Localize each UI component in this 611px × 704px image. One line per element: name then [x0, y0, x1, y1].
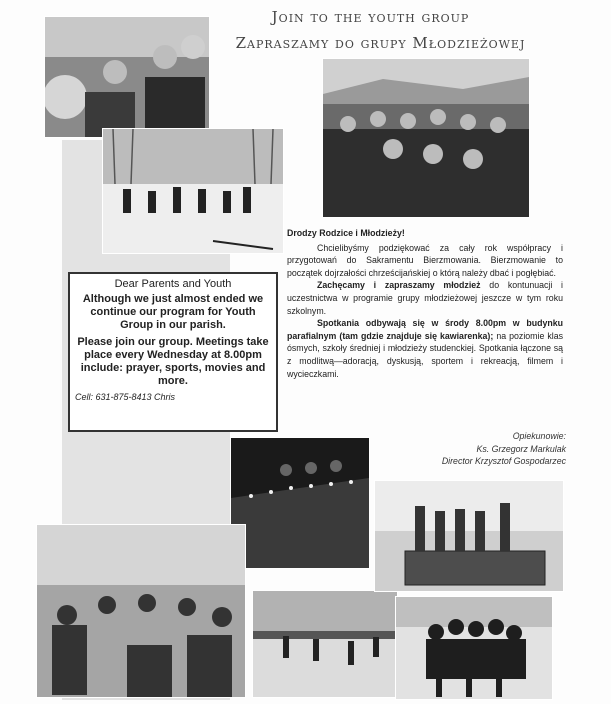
contact-phone: Cell: 631-875-8413 Chris — [75, 392, 176, 402]
letter-p2-rest: do kontunuacji i uczestnictwa w programie grupy młodzieżowej jeszcze w tym roku szkolnym. — [287, 280, 563, 316]
english-paragraph-2: Please join our group. Meetings take place every Wednesday at 8.00pm include: prayer, sports, movies and more. — [77, 336, 269, 387]
signature-name-2: Director Krzysztof Gospodarzec — [441, 456, 566, 466]
letter-paragraph-2 — [287, 279, 563, 317]
signature-label: Opiekunowie: — [512, 431, 566, 441]
signature-name-1: Ks. Grzegorz Markulak — [476, 443, 566, 454]
group-selfie-photo — [44, 16, 210, 138]
polish-letter — [287, 227, 563, 380]
candle-adoration-photo — [230, 437, 370, 569]
letter-p3-rest: na poziomie klas ósmych, szkoły średniej i młodzieży studenckiej. Spotkania łączone są z modlitwą—adoracją, dyskusją, sportem i rekreacją, filmem i wycieczkami. — [287, 330, 564, 379]
english-info-box — [68, 272, 278, 432]
letter-p2-bold: Zachęcamy i zapraszamy młodzież — [317, 280, 481, 291]
ski-trip-photo — [102, 128, 284, 254]
billiards-photo — [374, 480, 564, 592]
gym-sports-photo — [252, 590, 398, 698]
english-paragraph-1: Although we just almost ended we continue our program for Youth Group in our parish. — [82, 293, 264, 331]
signature-block — [400, 430, 566, 468]
english-heading: Dear Parents and Youth — [114, 278, 232, 290]
letter-p3-bold: Spotkania odbywają się w środy 8.00pm w budynku parafialnym (tam gdzie znajduje się kawiarenka); — [287, 318, 563, 341]
title-english: Join to the youth group — [271, 8, 470, 26]
letter-paragraph-3 — [287, 317, 563, 380]
team-huddle-photo — [395, 596, 553, 700]
letter-greeting: Drodzy Rodzice i Młodzieży! — [287, 228, 405, 238]
meeting-circle-photo — [36, 524, 246, 698]
mountain-group-photo — [322, 58, 530, 218]
title-polish: Zapraszamy do grupy Młodzieżowej — [235, 34, 526, 52]
letter-paragraph-1: Chcielibyśmy podziękować za cały rok współpracy i przygotowań do Sakramentu Bierzmowania. Bierzmowanie to początek dojrzałości chrześcijańskiej o którą należy dbać i pogłębiać. — [287, 242, 563, 278]
